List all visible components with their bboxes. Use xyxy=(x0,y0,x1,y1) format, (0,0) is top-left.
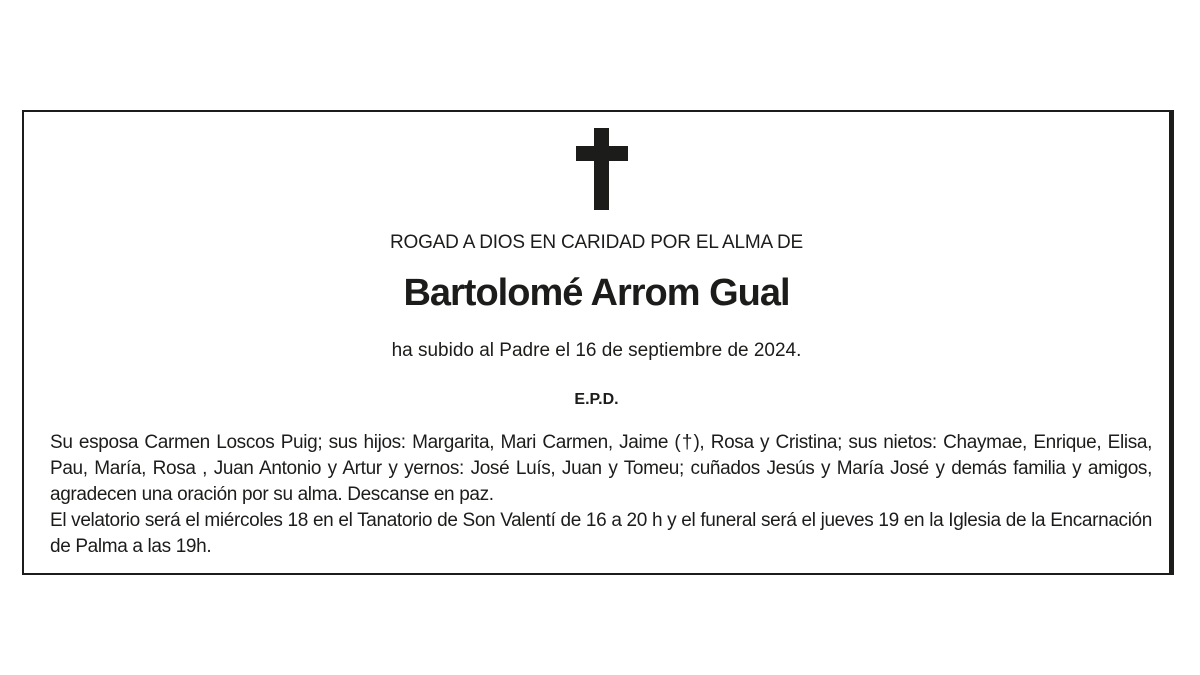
obituary-notice xyxy=(22,110,1174,575)
family-paragraph: Su esposa Carmen Loscos Puig; sus hijos: Margarita, Mari Carmen, Jaime (†), Rosa y Cristina; sus nietos: Chaymae, Enrique, Elisa, Pau, María, Rosa , Juan Antonio y Artur y yernos: José Luís, Juan y Tomeu; cuñados Jesús y María José y demás familia y amigos, agradecen una oración por su alma. Descanse en paz. xyxy=(50,432,1152,505)
notice-body xyxy=(50,430,1152,560)
epd-label: E.P.D. xyxy=(574,391,619,408)
prayer-heading: ROGAD A DIOS EN CARIDAD POR EL ALMA DE xyxy=(390,232,803,253)
cross-icon xyxy=(576,128,628,210)
service-paragraph: El velatorio será el miércoles 18 en el Tanatorio de Son Valentí de 16 a 20 h y el funeral será el jueves 19 en la Iglesia de la Encarnación de Palma a las 19h. xyxy=(50,510,1152,557)
passing-date: ha subido al Padre el 16 de septiembre de 2024. xyxy=(391,340,802,361)
deceased-name: Bartolomé Arrom Gual xyxy=(403,272,790,314)
